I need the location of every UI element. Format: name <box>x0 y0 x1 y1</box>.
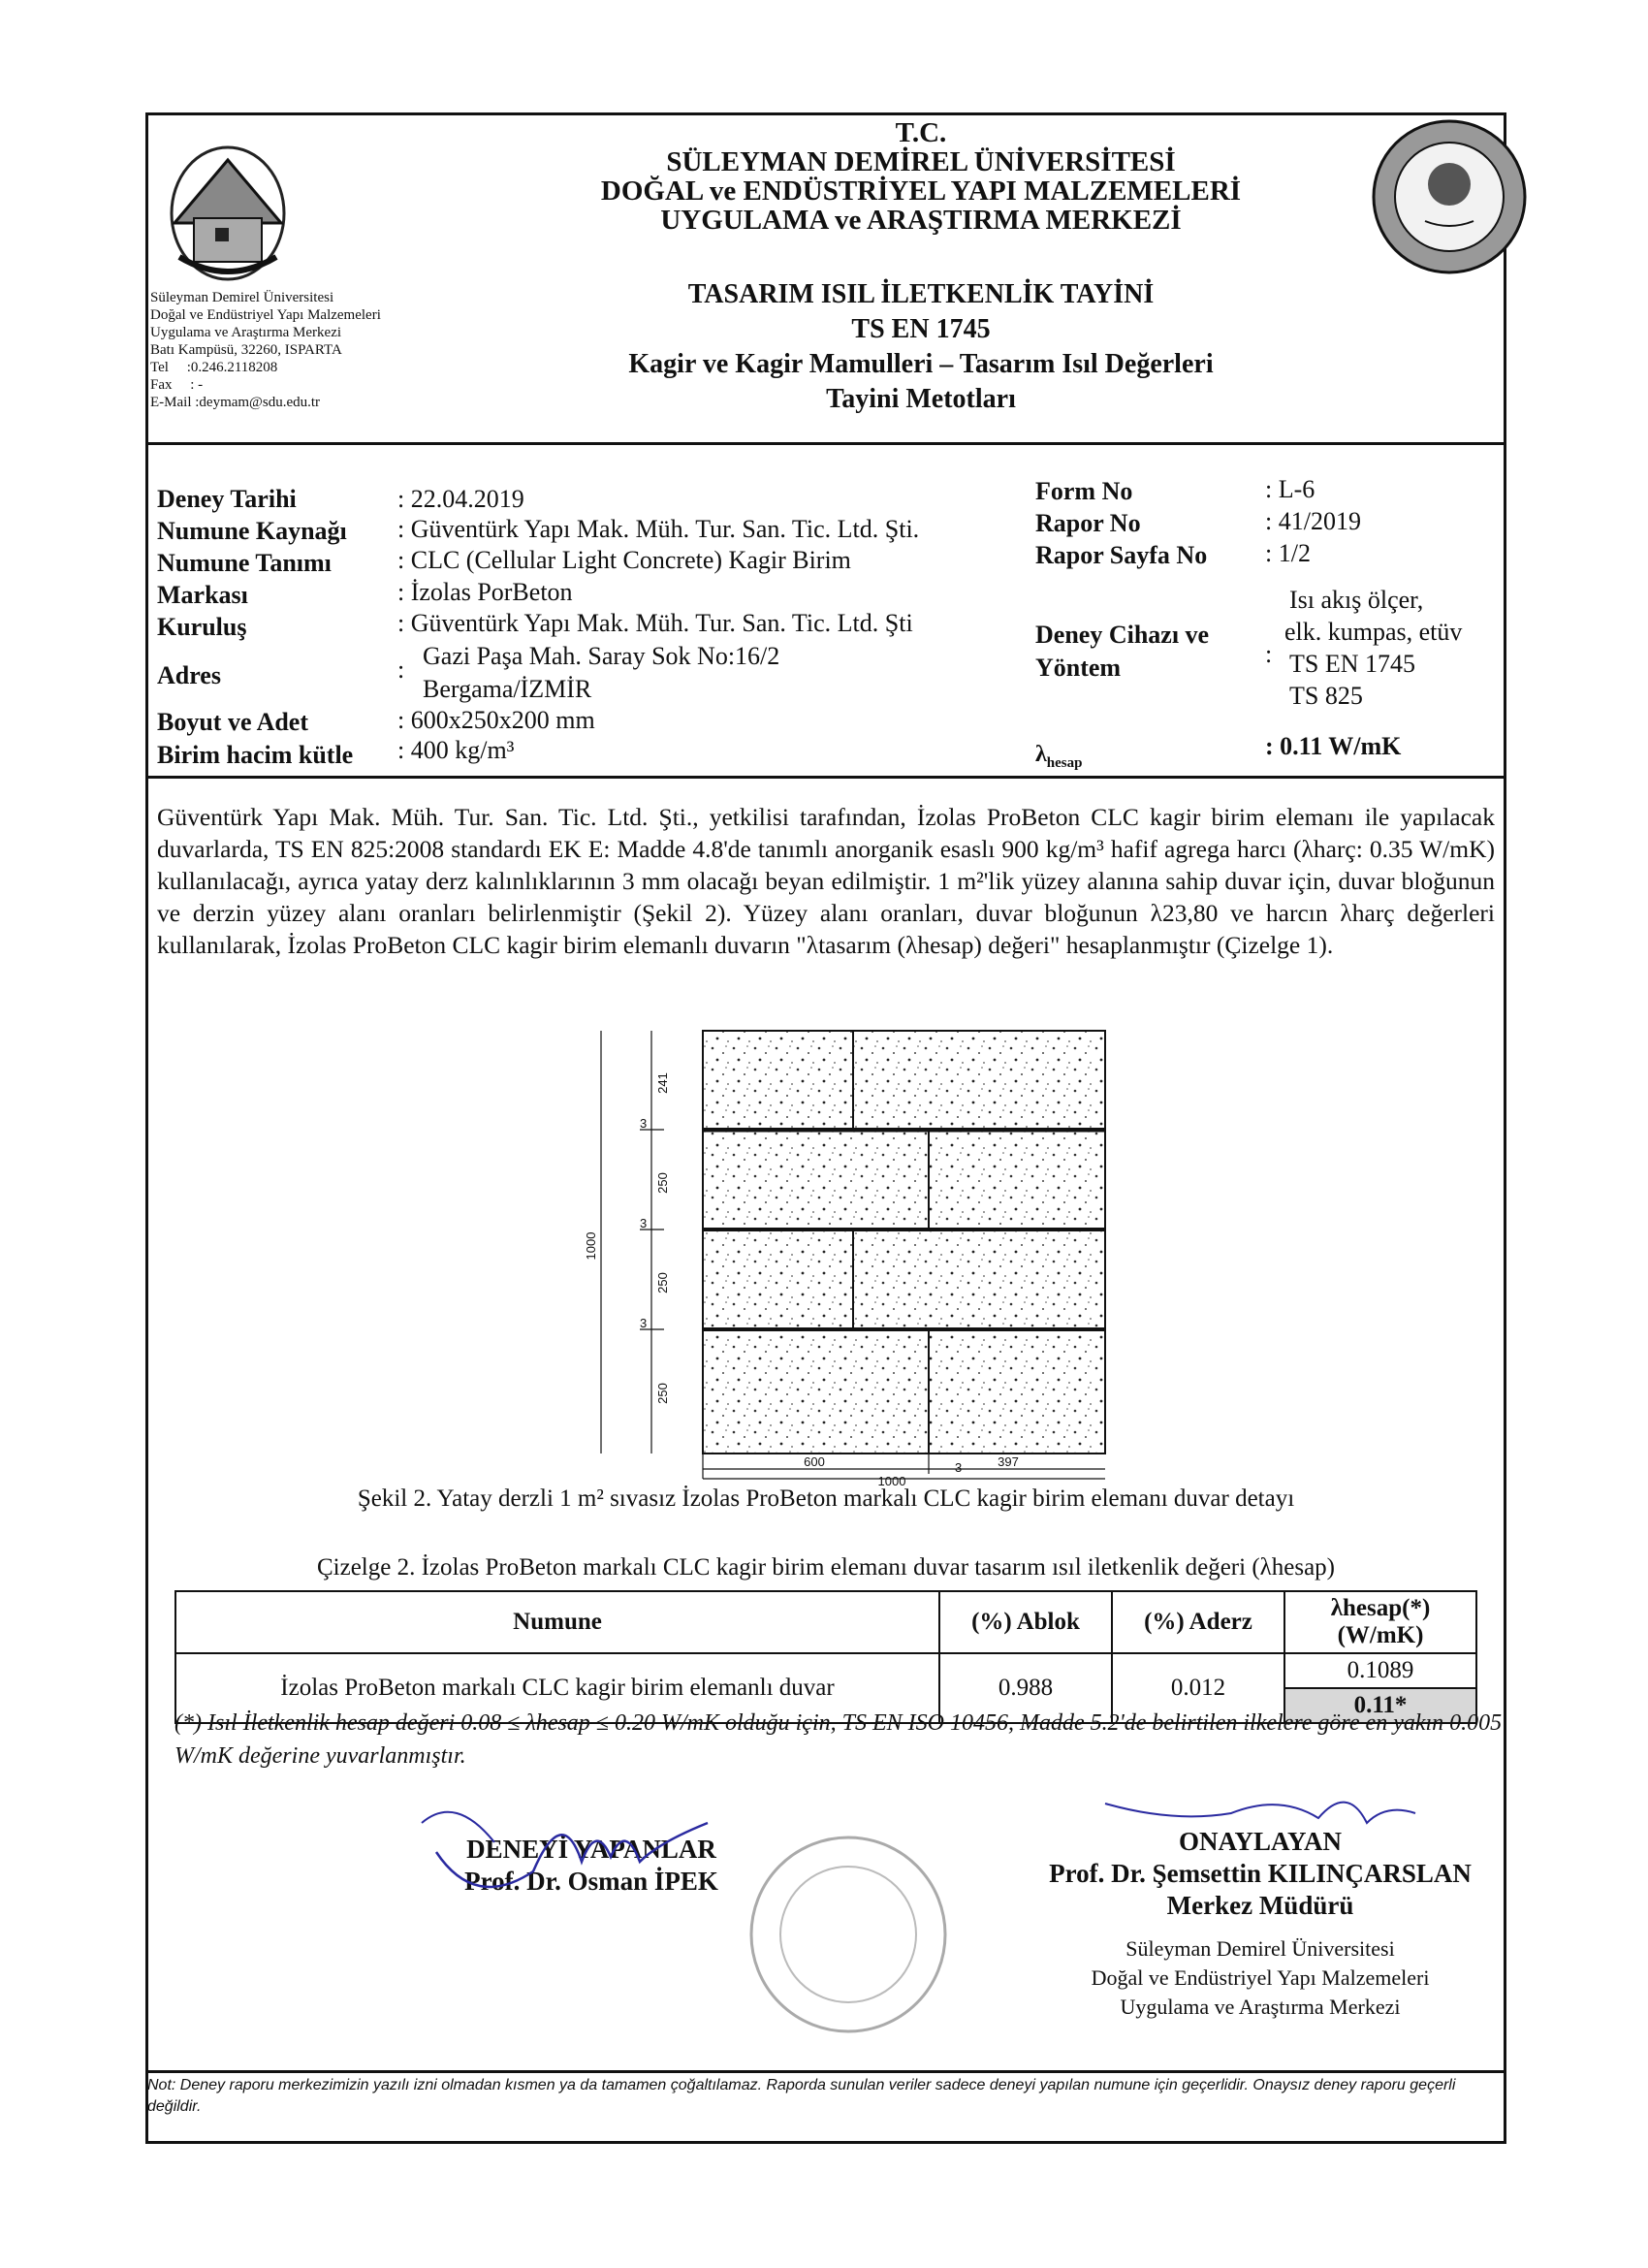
org-line3: Uygulama ve Araştırma Merkezi <box>1120 1995 1401 2019</box>
info-value: 600x250x200 mm <box>410 706 595 734</box>
wall-blocks <box>703 1031 1105 1453</box>
contact-line2: Doğal ve Endüstriyel Yapı Malzemeleri <box>150 307 381 323</box>
cihaz-3: TS EN 1745 <box>1289 650 1415 678</box>
info-value-row: : İzolas PorBeton <box>397 578 573 606</box>
approver-signature-icon <box>1095 1774 1425 1852</box>
info-label: Deney Tarihi <box>157 485 297 513</box>
official-stamp-icon <box>737 1823 960 2046</box>
form-no-row: : L-6 <box>1265 475 1315 503</box>
dim-397: 397 <box>998 1454 1019 1469</box>
info-divider <box>145 776 1506 779</box>
info-value: CLC (Cellular Light Concrete) Kagir Birim <box>410 546 851 574</box>
info-boyut <box>157 708 308 737</box>
header-university: SÜLEYMAN DEMİREL ÜNİVERSİTESİ <box>666 146 1176 177</box>
td-aderz: 0.012 <box>1112 1653 1284 1723</box>
info-numune-tanimi <box>157 549 332 578</box>
info-label: Boyut ve Adet <box>157 708 308 736</box>
tester-title: DENEYİ YAPANLAR <box>466 1835 716 1864</box>
org-line2: Doğal ve Endüstriyel Yapı Malzemeleri <box>1091 1965 1430 1990</box>
contact-block <box>150 289 460 411</box>
td-lambda1: 0.1089 <box>1284 1653 1476 1688</box>
dim-3c: 3 <box>640 1316 648 1330</box>
approver-name: Prof. Dr. Şemsettin KILINÇARSLAN <box>1049 1859 1472 1888</box>
tester-name: Prof. Dr. Osman İPEK <box>464 1867 718 1896</box>
table-row <box>175 1653 1476 1688</box>
info-value-2: Bergama/İZMİR <box>423 675 592 703</box>
disclaimer: Not: Deney raporu merkezimizin yazılı izni olmadan kısmen ya da tamamen çoğaltılamaz. Raporda sunulan veriler sadece deneyi yapılan numune için geçerlidir. Onaysız deney raporu geçerli değildir. <box>147 2077 1456 2115</box>
header-title-block <box>388 118 1454 417</box>
header-center: UYGULAMA ve ARAŞTIRMA MERKEZİ <box>660 205 1182 236</box>
info-value-row: : Güventürk Yapı Mak. Müh. Tur. San. Tic. Ltd. Şti. <box>397 515 920 543</box>
dim-241: 241 <box>655 1072 670 1094</box>
td-numune: İzolas ProBeton markalı CLC kagir birim elemanlı duvar <box>175 1653 939 1723</box>
form-no-label: Form No <box>1035 477 1133 505</box>
info-value-row: : Güventürk Yapı Mak. Müh. Tur. San. Tic. Ltd. Şti <box>397 609 913 637</box>
info-value-row: : 600x250x200 mm <box>397 706 595 734</box>
sayfa-row: : 1/2 <box>1265 539 1311 567</box>
cihaz-1: Isı akış ölçer, <box>1289 586 1424 614</box>
contact-line4: Batı Kampüsü, 32260, ISPARTA <box>150 342 342 358</box>
contact-email: E-Mail :deymam@sdu.edu.tr <box>150 395 321 410</box>
info-value: İzolas PorBeton <box>410 578 573 606</box>
info-label: Adres <box>157 661 221 689</box>
contact-line3: Uygulama ve Araştırma Merkezi <box>150 325 342 340</box>
info-adres <box>157 661 221 690</box>
info-label: Numune Kaynağı <box>157 517 347 545</box>
table-header-row <box>175 1591 1476 1653</box>
description-paragraph: Güventürk Yapı Mak. Müh. Tur. San. Tic. Ltd. Şti., yetkilisi tarafından, İzolas ProBeton CLC kagir birim elemanı ile yapılacak duvarlarda, TS EN 825:2008 standardı EK E: Madde 4.8'de tanımlı anorganik esaslı 900 kg/m³ hafif agrega harcı (λharç: 0.35 W/mK) kullanılacağı, ayrıca yatay derz kalınlıklarının 3 mm olacağı beyan edilmiştir. 1 m²'lik yüzey alanına sahip duvar için, duvar bloğunun ve derzin yüzey alanı oranları belirlenmiştir (Şekil 2). Yüzey alanı oranları, duvar bloğunun λ23,80 ve harcın λharç değerleri kullanılarak, İzolas ProBeton CLC kagir birim elemanlı duvarın "λtasarım (λhesap) değeri" hesaplanmıştır (Çizelge 1). <box>157 803 1495 959</box>
results-table <box>174 1590 1477 1724</box>
info-value: Güventürk Yapı Mak. Müh. Tur. San. Tic. Ltd. Şti <box>410 609 913 637</box>
figure-caption: Şekil 2. Yatay derzli 1 m² sıvasız İzolas ProBeton markalı CLC kagir birim elemanı duvar detayı <box>357 1485 1295 1512</box>
lambda-hesap-value: 0.11 W/mK <box>1280 732 1402 760</box>
info-value: Gazi Paşa Mah. Saray Sok No:16/2 <box>423 642 780 670</box>
td-lambda2: 0.11* <box>1284 1688 1476 1723</box>
dim-250c: 250 <box>655 1383 670 1404</box>
deymam-logo-icon <box>155 121 301 286</box>
info-value: Güventürk Yapı Mak. Müh. Tur. San. Tic. Ltd. Şti. <box>410 515 920 543</box>
info-kurulus <box>157 613 247 642</box>
info-birim-hacim <box>157 741 353 770</box>
cihaz-2: elk. kumpas, etüv <box>1284 618 1463 646</box>
th-lambda: λhesap(*) (W/mK) <box>1284 1591 1476 1653</box>
info-markasi <box>157 581 248 610</box>
info-value: 22.04.2019 <box>410 485 524 513</box>
dim-3a: 3 <box>640 1116 648 1131</box>
lambda-hesap-row: : 0.11 W/mK <box>1265 732 1402 760</box>
contact-tel: Tel :0.246.2118208 <box>150 360 278 375</box>
approver-role: Merkez Müdürü <box>1166 1891 1354 1920</box>
contact-line1: Süleyman Demirel Üniversitesi <box>150 290 334 305</box>
info-value-row: : 400 kg/m³ <box>397 736 515 764</box>
org-line1: Süleyman Demirel Üniversitesi <box>1125 1936 1395 1961</box>
report-subtitle2: Tayini Metotları <box>826 384 1016 414</box>
dim-250a: 250 <box>655 1172 670 1194</box>
cihaz-label1: Deney Cihazı ve <box>1035 621 1210 649</box>
info-label: Numune Tanımı <box>157 549 332 577</box>
info-value-row: : CLC (Cellular Light Concrete) Kagir Birim <box>397 546 851 574</box>
th-aderz: (%) Aderz <box>1112 1591 1284 1653</box>
info-value-row: : 22.04.2019 <box>397 485 524 513</box>
td-ablok: 0.988 <box>939 1653 1112 1723</box>
info-numune-kaynagi <box>157 517 347 546</box>
cihaz-label2: Yöntem <box>1035 654 1122 682</box>
sayfa-label: Rapor Sayfa No <box>1035 541 1208 569</box>
info-label: Markası <box>157 581 248 609</box>
rapor-no-value: 41/2019 <box>1278 507 1361 535</box>
info-value-row: : <box>397 655 405 684</box>
wall-detail-figure <box>582 1023 1125 1488</box>
lambda-hesap-label: $\lambda_{hesap}$ <box>1035 742 1083 771</box>
table-caption: Çizelge 2. İzolas ProBeton markalı CLC kagir birim elemanı duvar tasarım ısıl iletkenlik değeri (λhesap) <box>316 1554 1336 1581</box>
dim-1000-horizontal: 1000 <box>877 1474 906 1488</box>
sayfa-value: 1/2 <box>1278 539 1311 567</box>
form-no-value: L-6 <box>1278 475 1315 503</box>
dim-250b: 250 <box>655 1272 670 1294</box>
header-dept: DOĞAL ve ENDÜSTRİYEL YAPI MALZEMELERİ <box>600 176 1242 207</box>
dim-1000-vertical: 1000 <box>584 1231 598 1261</box>
header-divider <box>145 442 1506 445</box>
info-label: Kuruluş <box>157 613 247 641</box>
dim-600: 600 <box>804 1454 825 1469</box>
report-title: TASARIM ISIL İLETKENLİK TAYİNİ <box>687 279 1155 309</box>
dim-3b: 3 <box>640 1216 648 1230</box>
th-ablok: (%) Ablok <box>939 1591 1112 1653</box>
dim-3-bottom: 3 <box>955 1460 963 1475</box>
footnote: (*) Isıl İletkenlik hesap değeri 0.08 ≤ λhesap ≤ 0.20 W/mK olduğu için, TS EN ISO 10456, Madde 5.2'de belirtilen ilkelere göre en yakın 0.005 W/mK değerine yuvarlanmıştır. <box>174 1710 1503 1769</box>
info-label: Birim hacim kütle <box>157 741 354 769</box>
footer-divider <box>145 2070 1506 2073</box>
th-numune: Numune <box>175 1591 939 1653</box>
info-value: 400 kg/m³ <box>410 736 515 764</box>
rapor-no-label: Rapor No <box>1035 509 1141 537</box>
rapor-no-row: : 41/2019 <box>1265 507 1361 535</box>
info-deney-tarihi <box>157 485 297 514</box>
approver-title: ONAYLAYAN <box>1178 1827 1343 1856</box>
header-line1: T.C. <box>895 117 947 148</box>
contact-fax: Fax : - <box>150 377 204 393</box>
cihaz-4: TS 825 <box>1289 682 1363 710</box>
cihaz-colon: : <box>1265 640 1273 668</box>
tester-signature-icon <box>417 1784 737 1910</box>
report-subtitle1: Kagir ve Kagir Mamulleri – Tasarım Isıl Değerleri <box>628 349 1214 379</box>
report-standard: TS EN 1745 <box>851 314 991 344</box>
